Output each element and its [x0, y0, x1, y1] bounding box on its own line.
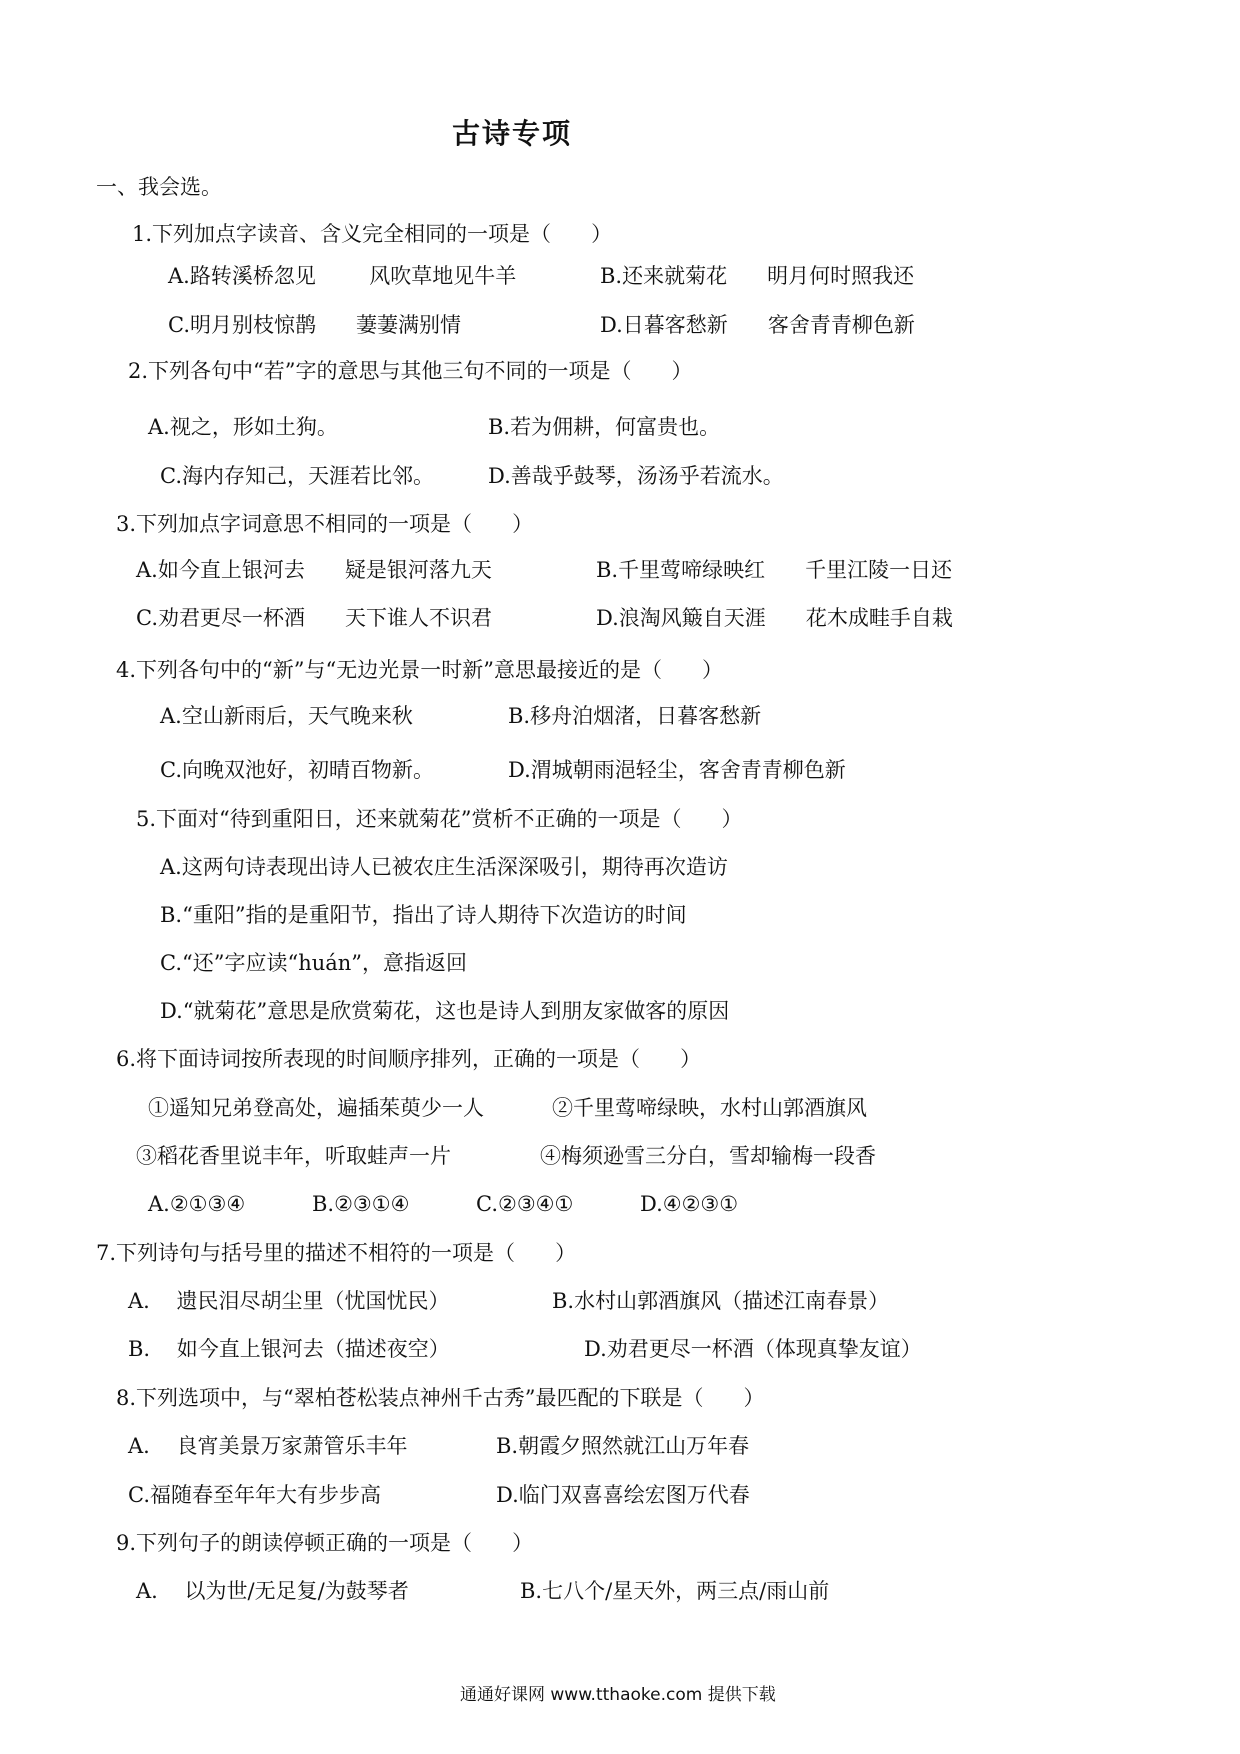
- footer-source: 通通好课网 www.tthaoke.com 提供下载: [460, 1685, 776, 1705]
- q8-option-d: D.临门双喜喜绘宏图万代春: [496, 1483, 750, 1507]
- q5-option-c: C.“还”字应读“huán”，意指返回: [160, 951, 468, 975]
- q8-option-a: A. 良宵美景万家萧管乐丰年: [128, 1434, 408, 1458]
- q7-option-a: A. 遗民泪尽胡尘里（忧国忧民）: [128, 1289, 450, 1313]
- question-4: 4.下列各句中的“新”与“无边光景一时新”意思最接近的是（ ）: [116, 658, 724, 682]
- q2-option-d: D.善哉乎鼓琴，汤汤乎若流水。: [488, 464, 784, 488]
- q4-option-b: B.移舟泊烟渚，日暮客愁新: [508, 704, 762, 728]
- question-8: 8.下列选项中，与“翠柏苍松装点神州千古秀”最匹配的下联是（ ）: [116, 1386, 765, 1410]
- page-title: 古诗专项: [452, 117, 573, 150]
- q4-option-a: A.空山新雨后，天气晚来秋: [160, 704, 413, 728]
- q3-option-a: A.如今直上银河去 疑是银河落九天: [136, 558, 492, 582]
- q4-option-c: C.向晚双池好，初晴百物新。: [160, 758, 434, 782]
- q5-option-a: A.这两句诗表现出诗人已被农庄生活深深吸引，期待再次造访: [160, 855, 728, 879]
- q1-option-b: B.还来就菊花 明月何时照我还: [600, 264, 915, 288]
- section-heading: 一、我会选。: [96, 175, 222, 199]
- q1-option-d: D.日暮客愁新 客舍青青柳色新: [600, 313, 915, 337]
- q6-option-b: B.②③①④: [312, 1192, 410, 1216]
- q7-option-c: B. 如今直上银河去（描述夜空）: [128, 1337, 450, 1361]
- question-2: 2.下列各句中“若”字的意思与其他三句不同的一项是（ ）: [128, 359, 693, 383]
- q6-option-a: A.②①③④: [148, 1192, 246, 1216]
- question-6: 6.将下面诗词按所表现的时间顺序排列，正确的一项是（ ）: [116, 1047, 702, 1071]
- q5-option-b: B.“重阳”指的是重阳节，指出了诗人期待下次造访的时间: [160, 903, 687, 927]
- q2-option-c: C.海内存知己，天涯若比邻。: [160, 464, 434, 488]
- q5-option-d: D.“就菊花”意思是欣赏菊花，这也是诗人到朋友家做客的原因: [160, 999, 730, 1023]
- q7-option-d: D.劝君更尽一杯酒（体现真挚友谊）: [584, 1337, 922, 1361]
- question-1: 1.下列加点字读音、含义完全相同的一项是（ ）: [132, 222, 613, 246]
- q9-option-a: A. 以为世/无足复/为鼓琴者: [136, 1579, 409, 1603]
- q2-option-b: B.若为佣耕，何富贵也。: [488, 415, 721, 439]
- question-5: 5.下面对“待到重阳日，还来就菊花”赏析不正确的一项是（ ）: [136, 807, 743, 831]
- q6-poem-2: ②千里莺啼绿映，水村山郭酒旗风: [552, 1096, 867, 1120]
- q1-option-c: C.明月别枝惊鹊 萋萋满别情: [168, 313, 462, 337]
- q4-option-d: D.渭城朝雨浥轻尘，客舍青青柳色新: [508, 758, 846, 782]
- question-9: 9.下列句子的朗读停顿正确的一项是（ ）: [116, 1531, 534, 1555]
- q6-option-c: C.②③④①: [476, 1192, 574, 1216]
- question-3: 3.下列加点字词意思不相同的一项是（ ）: [116, 512, 534, 536]
- q9-option-b: B.七八个/星天外，两三点/雨山前: [520, 1579, 830, 1603]
- q1-option-a: A.路转溪桥忽见 风吹草地见牛羊: [168, 264, 517, 288]
- q8-option-c: C.福随春至年年大有步步高: [128, 1483, 381, 1507]
- question-7: 7.下列诗句与括号里的描述不相符的一项是（ ）: [96, 1241, 577, 1265]
- q3-option-d: D.浪淘风簸自天涯 花木成畦手自栽: [596, 606, 953, 630]
- q6-poem-3: ③稻花香里说丰年，听取蛙声一片: [136, 1144, 451, 1168]
- q2-option-a: A.视之，形如土狗。: [148, 415, 338, 439]
- q3-option-c: C.劝君更尽一杯酒 天下谁人不识君: [136, 606, 493, 630]
- q6-poem-1: ①遥知兄弟登高处，遍插茱萸少一人: [148, 1096, 484, 1120]
- q6-option-d: D.④②③①: [640, 1192, 739, 1216]
- q3-option-b: B.千里莺啼绿映红 千里江陵一日还: [596, 558, 953, 582]
- q8-option-b: B.朝霞夕照然就江山万年春: [496, 1434, 750, 1458]
- q6-poem-4: ④梅须逊雪三分白，雪却输梅一段香: [540, 1144, 876, 1168]
- q7-option-b: B.水村山郭酒旗风（描述江南春景）: [552, 1289, 890, 1313]
